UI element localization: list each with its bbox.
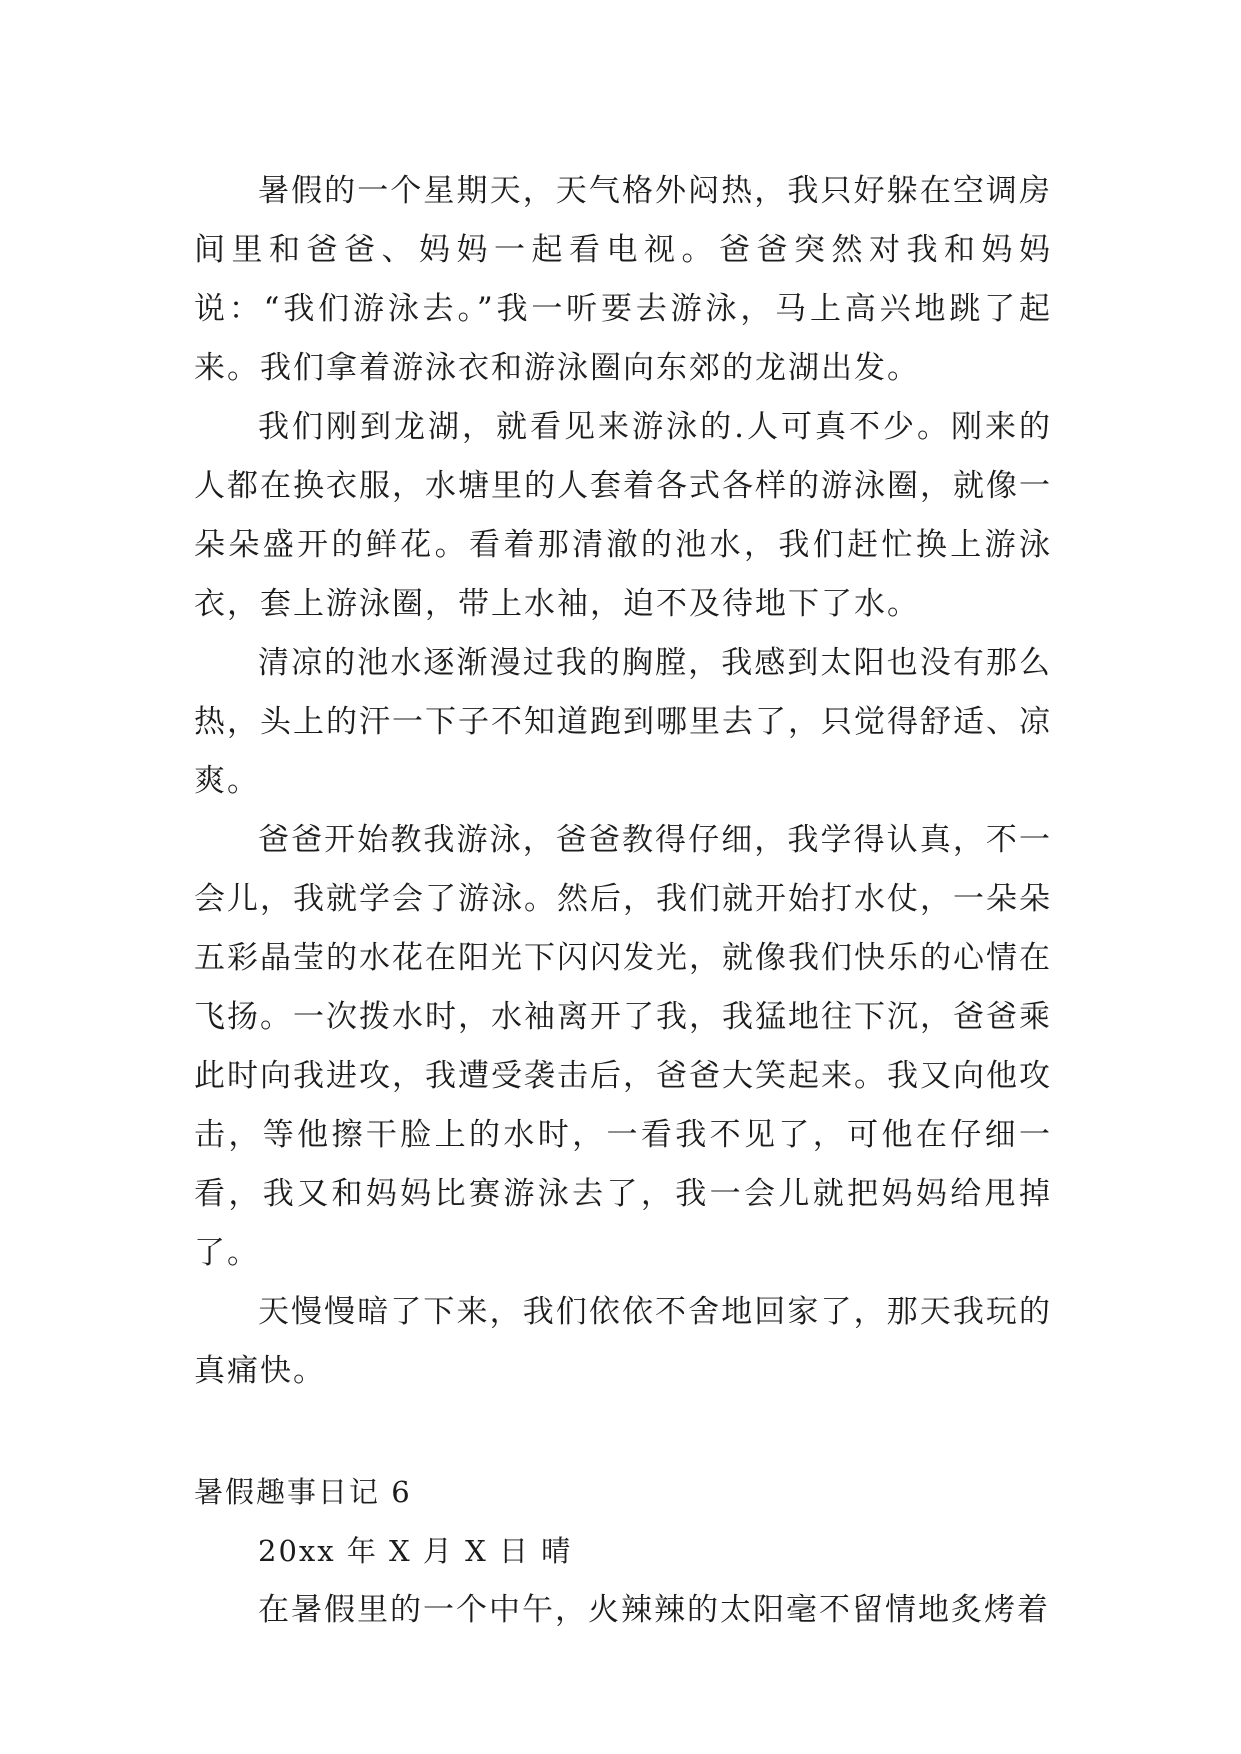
paragraph-learn-swim: 爸爸开始教我游泳，爸爸教得仔细，我学得认真，不一会儿，我就学会了游泳。然后，我们就开始打水仗，一朵朵五彩晶莹的水花在阳光下闪闪发光，就像我们快乐的心情在飞扬。一次拨水时，水袖离开了我，我猛地往下沉，爸爸乘此时向我进攻，我遭受袭击后，爸爸大笑起来。我又向他攻击，等他擦干脸上的水时，一看我不见了，可他在仔细一看，我又和妈妈比赛游泳去了，我一会儿就把妈妈给甩掉了。	[194, 822, 1052, 1271]
paragraph-cool-water: 清凉的池水逐渐漫过我的胸膛，我感到太阳也没有那么热，头上的汗一下子不知道跑到哪里去了，只觉得舒适、凉爽。	[194, 645, 1052, 799]
paragraph-go-home: 天慢慢暗了下来，我们依依不舍地回家了，那天我玩的真痛快。	[194, 1294, 1052, 1389]
document-body	[194, 162, 1052, 1640]
paragraph-noon-sun: 在暑假里的一个中午，火辣辣的太阳毫不留情地炙烤着	[258, 1592, 1050, 1628]
date-line: 20xx 年 X 月 X 日 晴	[258, 1534, 573, 1568]
paragraph-arrive-lake: 我们刚到龙湖，就看见来游泳的.人可真不少。刚来的人都在换衣服，水塘里的人套着各式各样的游泳圈，就像一朵朵盛开的鲜花。看着那清澈的池水，我们赶忙换上游泳衣，套上游泳圈，带上水袖，迫不及待地下了水。	[194, 409, 1052, 622]
paragraph-sunday-heat: 暑假的一个星期天，天气格外闷热，我只好躲在空调房间里和爸爸、妈妈一起看电视。爸爸突然对我和妈妈说：“我们游泳去。”我一听要去游泳，马上高兴地跳了起来。我们拿着游泳衣和游泳圈向东郊的龙湖出发。	[194, 173, 1052, 386]
section-heading: 暑假趣事日记 6	[194, 1475, 412, 1509]
